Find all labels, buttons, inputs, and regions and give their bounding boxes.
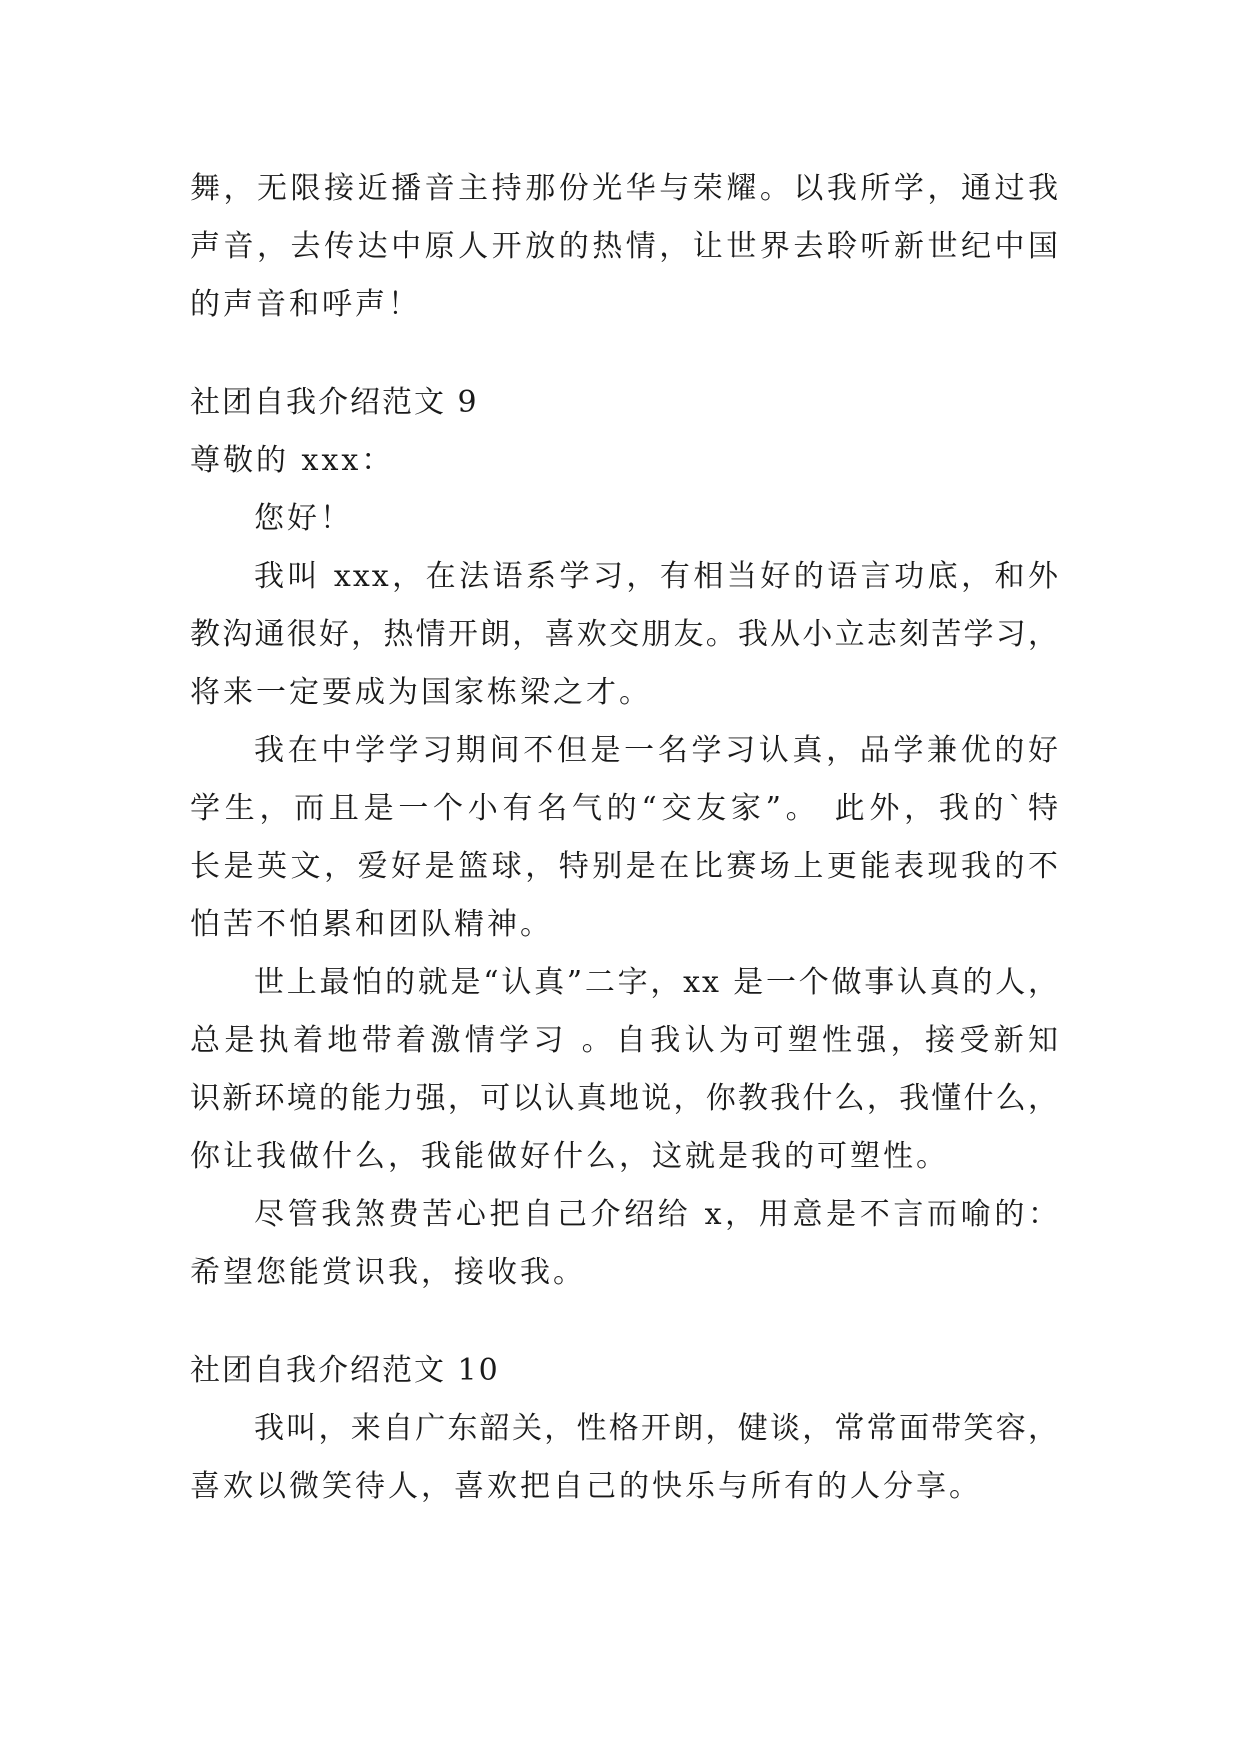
section-10 — [190, 1342, 1060, 1516]
text-line: 总是执着地带着激情学习 。自我认为可塑性强，接受新知 — [190, 1023, 1060, 1058]
text-line: 我叫 xxx，在法语系学习，有相当好的语言功底，和外 — [254, 559, 1060, 594]
text-line: 我叫，来自广东韶关，性格开朗，健谈，常常面带笑容， — [254, 1411, 1060, 1446]
paragraph — [190, 722, 1060, 954]
text-line: 的声音和呼声！ — [190, 287, 421, 322]
section-9 — [190, 374, 1060, 1302]
text-line: 希望您能赏识我，接收我。 — [190, 1255, 586, 1290]
section-title: 社团自我介绍范文 10 — [190, 1353, 500, 1388]
text-line: 尽管我煞费苦心把自己介绍给 x，用意是不言而喻的： — [254, 1197, 1060, 1232]
intro-paragraph — [190, 160, 1060, 334]
paragraph — [190, 1400, 1060, 1516]
text-line: 将来一定要成为国家栋梁之才。 — [190, 675, 652, 710]
text-line: 舞，无限接近播音主持那份光华与荣耀。以我所学，通过我 — [190, 171, 1060, 206]
text-line: 识新环境的能力强，可以认真地说，你教我什么，我懂什么， — [190, 1081, 1060, 1116]
text-line: 学生，而且是一个小有名气的“交友家”。 此外，我的`特 — [190, 791, 1060, 826]
text-line: 喜欢以微笑待人，喜欢把自己的快乐与所有的人分享。 — [190, 1469, 982, 1504]
text-line: 你让我做什么，我能做好什么，这就是我的可塑性。 — [190, 1139, 949, 1174]
section-gap — [190, 334, 1060, 374]
text-line: 长是英文，爱好是篮球，特别是在比赛场上更能表现我的不 — [190, 849, 1060, 884]
paragraph — [190, 954, 1060, 1186]
text-line: 怕苦不怕累和团队精神。 — [190, 907, 553, 942]
section-title: 社团自我介绍范文 9 — [190, 385, 479, 420]
text-line: 教沟通很好，热情开朗，喜欢交朋友。我从小立志刻苦学习， — [190, 617, 1060, 652]
salutation: 尊敬的 xxx： — [190, 443, 395, 478]
greeting: 您好！ — [254, 501, 353, 536]
text-line: 我在中学学习期间不但是一名学习认真，品学兼优的好 — [254, 733, 1060, 768]
paragraph — [190, 1186, 1060, 1302]
section-gap — [190, 1302, 1060, 1342]
text-line: 声音，去传达中原人开放的热情，让世界去聆听新世纪中国 — [190, 229, 1060, 264]
paragraph — [190, 548, 1060, 722]
document-page — [190, 160, 1060, 1516]
text-line: 世上最怕的就是“认真”二字，xx 是一个做事认真的人， — [254, 965, 1060, 1000]
